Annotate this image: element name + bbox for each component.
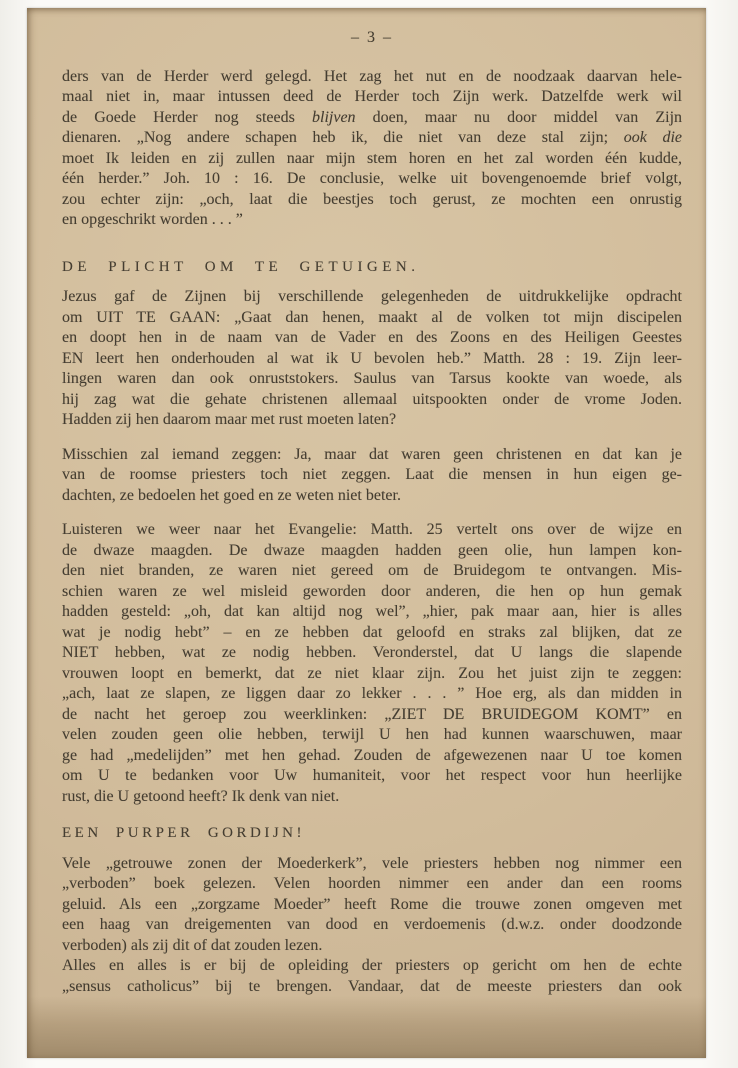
text-line: NIET hebben, wat ze nodig hebben. Veronderstel, dat U langs die slapende bbox=[62, 644, 682, 661]
text-line: om UIT TE GAAN: „Gaat dan henen, maakt al de volken tot mijn discipelen bbox=[62, 308, 682, 326]
page-number: – 3 – bbox=[351, 29, 393, 46]
text-line: een haag van dreigementen van dood en verdoemenis (d.w.z. onder doodzonde bbox=[62, 916, 682, 933]
text-line: de dwaze maagden. De dwaze maagden hadden geen olie, hun lampen kon- bbox=[62, 541, 682, 559]
text-line: den niet branden, ze waren niet gereed om de Bruidegom te ontvangen. Mis- bbox=[62, 562, 682, 579]
paragraph-misschien bbox=[62, 445, 682, 507]
text-line: vrouwen loopt en bemerkt, dat ze niet klaar zijn. Zou het juist zijn te zeggen: bbox=[62, 664, 682, 682]
text-line: ge had „medelijden” met hen gehad. Zouden de afgewezenen naar U toe komen bbox=[62, 746, 682, 764]
text-line: „verboden” boek gelezen. Velen hoorden nimmer een ander dan een rooms bbox=[62, 875, 682, 892]
text-line: van de roomse priesters toch niet zeggen. Laat die mensen in hun eigen ge- bbox=[62, 466, 682, 483]
page-content bbox=[62, 28, 682, 997]
text-line: en opgeschrikt worden . . . ” bbox=[62, 211, 243, 228]
paragraph-opleiding bbox=[62, 956, 682, 997]
text-line: maal niet in, maar intussen deed de Herder toch Zijn werk. Datzelfde werk wil bbox=[62, 88, 682, 105]
paragraph-herder bbox=[62, 67, 682, 231]
text-line: Alles en alles is er bij de opleiding der priesters op gericht om hen de echte bbox=[62, 957, 682, 974]
text-line: schien waren ze wel misleid geworden door anderen, die hen op hun gemak bbox=[62, 582, 682, 600]
text-line: ders van de Herder werd gelegd. Het zag het nut en de noodzaak daarvan hele- bbox=[62, 67, 682, 85]
section-heading-plicht: DE PLICHT OM TE GETUIGEN. bbox=[62, 258, 420, 275]
paragraph-maagden bbox=[62, 520, 682, 807]
text-line: de Goede Herder nog steeds blijven doen, maar nu door middel van Zijn bbox=[62, 108, 683, 126]
text-line: Hadden zij hen daarom maar met rust moeten laten? bbox=[62, 411, 397, 428]
text-line: geluid. Als een „zorgzame Moeder” heeft Rome die trouwe zonen omgeven met bbox=[62, 895, 682, 913]
text-line: „ach, laat ze slapen, ze liggen daar zo lekker . . . ” Hoe erg, als dan midden in bbox=[62, 685, 682, 702]
text-line: hij zag wat die gehate christenen allemaal uitspookten onder de vrome Joden. bbox=[62, 390, 682, 408]
text-line: en doopt hen in de naam van de Vader en des Zoons en des Heiligen Geestes bbox=[62, 329, 682, 346]
section-heading-gordijn: EEN PURPER GORDIJN! bbox=[62, 825, 306, 841]
text-line: verboden) als zij dit of dat zouden lezen. bbox=[62, 936, 323, 954]
text-line: „sensus catholicus” bij te brengen. Vandaar, dat de meeste priesters dan ook bbox=[62, 977, 682, 995]
text-line: Vele „getrouwe zonen der Moederkerk”, vele priesters hebben nog nimmer een bbox=[62, 854, 682, 872]
text-line: Jezus gaf de Zijnen bij verschillende gelegenheden de uitdrukkelijke opdracht bbox=[62, 288, 682, 305]
text-line: velen zouden geen olie hebben, terwijl U hen had kunnen waarschuwen, maar bbox=[62, 726, 682, 743]
text-line: om U te bedanken voor Uw humaniteit, voor het respect voor hun heerlijke bbox=[62, 767, 682, 784]
paragraph-opdracht bbox=[62, 287, 682, 431]
text-line: Misschien zal iemand zeggen: Ja, maar dat waren geen christenen en dat kan je bbox=[62, 445, 682, 463]
text-line: moet Ik leiden en zij zullen naar mijn stem horen en het zal worden één kudde, bbox=[62, 149, 682, 167]
text-line: dienaren. „Nog andere schapen heb ik, die niet van deze stal zijn; ook die bbox=[62, 129, 683, 146]
text-line: lingen waren dan ook onruststokers. Saulus van Tarsus kookte van woede, als bbox=[62, 370, 682, 387]
text-line: EN leert hen onderhouden al wat ik U bevolen heb.” Matth. 28 : 19. Zijn leer- bbox=[62, 349, 682, 367]
text-line: hadden gesteld: „oh, dat kan altijd nog wel”, „hier, pak maar aan, hier is alles bbox=[62, 603, 682, 620]
text-line: dachten, ze bedoelen het goed en ze weten niet beter. bbox=[62, 486, 401, 504]
text-line: één herder.” Joh. 10 : 16. De conclusie, welke uit bovengenoemde brief volgt, bbox=[62, 170, 682, 187]
page-bottom-shadow bbox=[27, 996, 706, 1058]
document-page bbox=[27, 8, 706, 1058]
text-line: rust, die U getoond heeft? Ik denk van niet. bbox=[62, 787, 340, 805]
text-line: zou echter zijn: „och, laat die beestjes toch gerust, ze mochten een onrustig bbox=[62, 190, 682, 208]
text-line: wat je nodig hebt” – en ze hebben dat geloofd en straks zal blijken, dat ze bbox=[62, 623, 682, 641]
paragraph-moederkerk bbox=[62, 854, 682, 957]
text-line: de nacht het geroep zou weerklinken: „ZIET DE BRUIDEGOM KOMT” en bbox=[62, 705, 682, 723]
text-line: Luisteren we weer naar het Evangelie: Matth. 25 vertelt ons over de wijze en bbox=[62, 521, 682, 538]
